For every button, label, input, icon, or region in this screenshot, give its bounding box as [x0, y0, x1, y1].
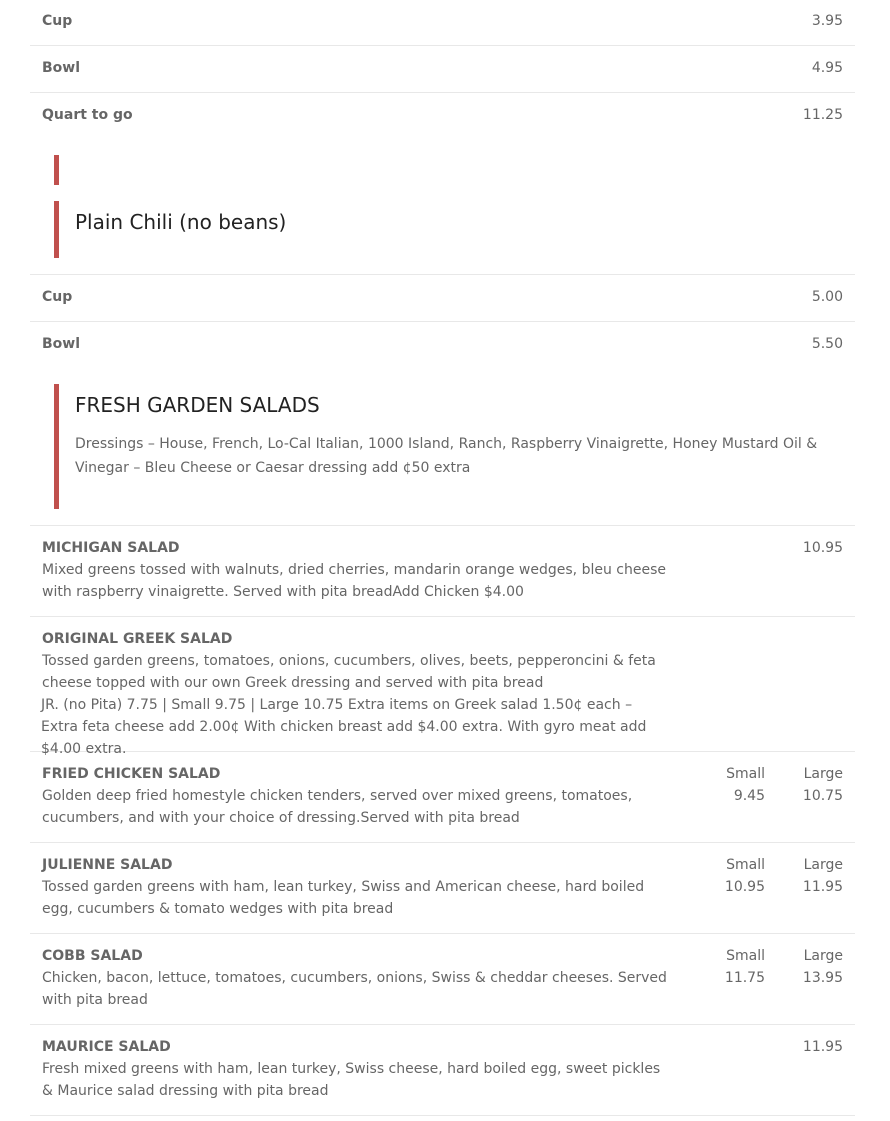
large-price: Large 11.95 [802, 857, 843, 895]
menu-item-greek-salad [30, 617, 855, 757]
item-title: JULIENNE SALAD [42, 857, 173, 873]
menu-item-maurice-salad [30, 1025, 855, 1116]
menu-row-chili-quart [30, 93, 855, 139]
section-heading-salads: FRESH GARDEN SALADS [75, 393, 320, 417]
section-accent-bar [54, 201, 59, 258]
item-price: 11.95 [802, 1039, 843, 1055]
menu-item-fried-chicken-salad [30, 752, 855, 843]
menu-row-plain-chili-bowl [30, 322, 855, 368]
section-accent-bar [54, 155, 59, 185]
small-price: Small 9.45 [726, 766, 765, 804]
item-extras: JR. (no Pita) 7.75 | Small 9.75 | Large 10.75 Extra items on Greek salad 1.50¢ each – Extra feta cheese add 2.00¢ With chicken breast add $4.00 extra. With gyro meat add $4.00 extra. [41, 697, 647, 757]
item-name: Bowl [42, 336, 81, 352]
menu-item-julienne-salad [30, 843, 855, 934]
item-description: Tossed garden greens with ham, lean turkey, Swiss and American cheese, hard boiled egg, cucumbers & tomato wedges with pita bread [42, 879, 645, 917]
menu-row-chili-cup [30, 0, 855, 46]
item-description: Tossed garden greens, tomatoes, onions, cucumbers, olives, beets, pepperoncini & feta cheese topped with our own Greek dressing and served with pita bread [42, 653, 656, 691]
section-description-dressings: Dressings – House, French, Lo-Cal Italian, 1000 Island, Ranch, Raspberry Vinaigrette, Honey Mustard Oil & Vinegar – Bleu Cheese or Caesar dressing add ¢50 extra [75, 436, 818, 476]
item-title: MAURICE SALAD [42, 1039, 171, 1055]
item-name: Cup [42, 289, 73, 305]
large-price: Large 10.75 [802, 766, 843, 804]
item-price: 5.50 [811, 336, 843, 352]
large-price: Large 13.95 [802, 948, 843, 986]
section-heading-plain-chili: Plain Chili (no beans) [75, 210, 287, 234]
menu-item-cobb-salad [30, 934, 855, 1025]
item-price: 10.95 [802, 540, 843, 556]
item-price: 11.25 [802, 107, 843, 123]
item-price: 4.95 [811, 60, 843, 76]
item-description: Fresh mixed greens with ham, lean turkey, Swiss cheese, hard boiled egg, sweet pickles & Maurice salad dressing with pita bread [42, 1061, 661, 1099]
item-description: Mixed greens tossed with walnuts, dried cherries, mandarin orange wedges, bleu cheese with raspberry vinaigrette. Served with pita breadAdd Chicken $4.00 [42, 562, 666, 600]
item-title: COBB SALAD [42, 948, 143, 964]
item-title: MICHIGAN SALAD [42, 540, 180, 556]
item-name: Bowl [42, 60, 81, 76]
small-price: Small 11.75 [724, 948, 765, 986]
item-description: Golden deep fried homestyle chicken tenders, served over mixed greens, tomatoes, cucumbers, and with your choice of dressing.Served with pita bread [42, 788, 633, 826]
item-price: 3.95 [811, 13, 843, 29]
item-description: Chicken, bacon, lettuce, tomatoes, cucumbers, onions, Swiss & cheddar cheeses. Served with pita bread [42, 970, 667, 1008]
item-title: ORIGINAL GREEK SALAD [42, 631, 233, 647]
menu-row-chili-bowl [30, 46, 855, 93]
section-accent-bar [54, 384, 59, 509]
item-name: Cup [42, 13, 73, 29]
item-price: 5.00 [811, 289, 843, 305]
small-price: Small 10.95 [724, 857, 765, 895]
menu-item-michigan-salad [30, 526, 855, 617]
item-name: Quart to go [42, 107, 133, 123]
menu-row-plain-chili-cup [30, 275, 855, 322]
item-title: FRIED CHICKEN SALAD [42, 766, 221, 782]
